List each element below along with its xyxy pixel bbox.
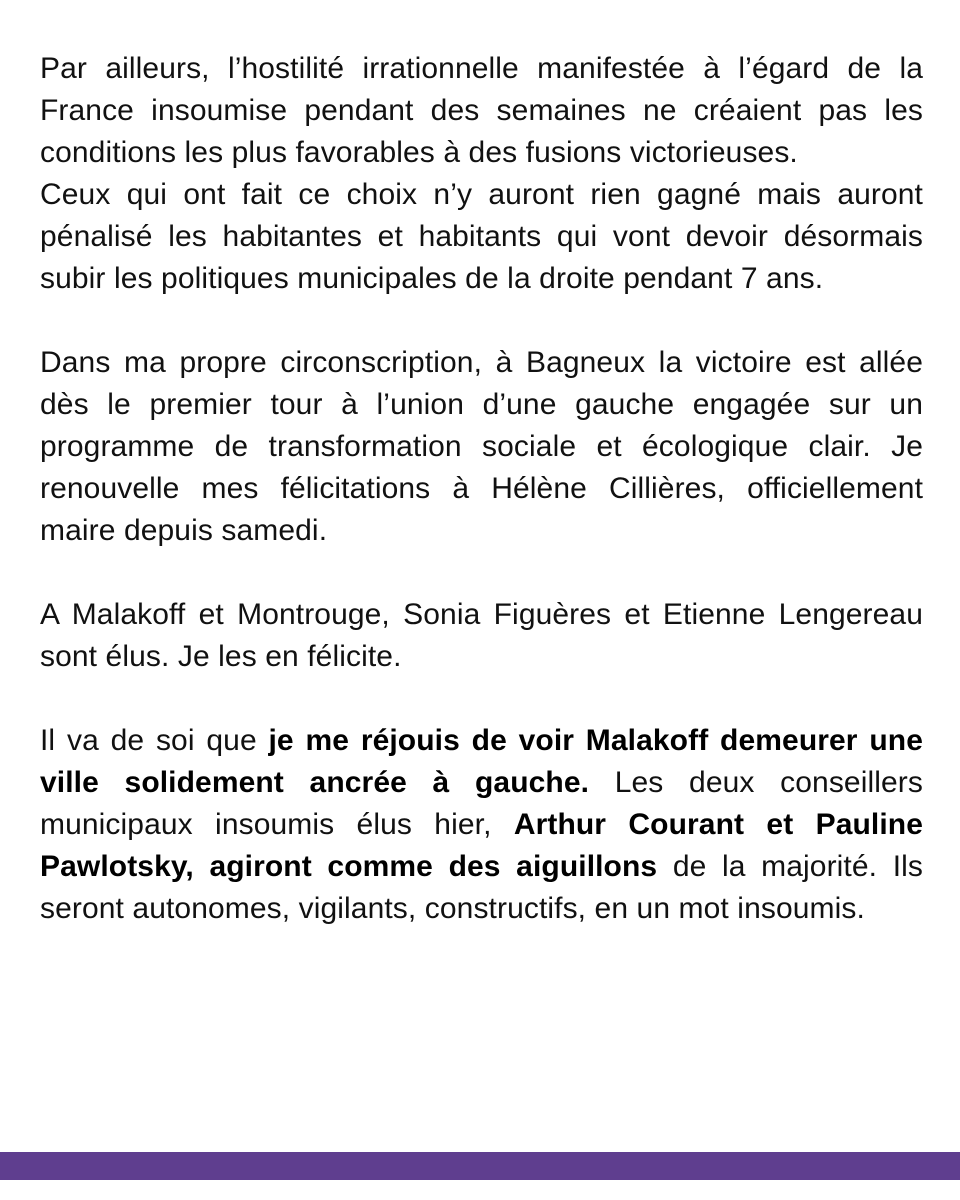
text-run: de la majorité. Ils seront autonomes, vigilants, constructifs, en un mot insoumis. [40, 850, 923, 925]
paragraph-spacer [40, 300, 923, 342]
paragraph-bagneux: Dans ma propre circonscription, à Bagneux la victoire est allée dès le premier tour à l’union d’une gauche engagée sur un programme de transformation sociale et écologique clair. Je renouvelle mes félicitations à Hélène Cillières, officiellement maire depuis samedi. [40, 346, 923, 547]
bold-run-councillors: Arthur Courant et Pauline Pawlotsky, agiront comme des aiguillons [40, 808, 923, 883]
document-body [40, 48, 923, 930]
footer-accent-bar [0, 1152, 960, 1180]
paragraph-spacer [40, 678, 923, 720]
paragraph-choice-consequences: Ceux qui ont fait ce choix n’y auront rien gagné mais auront pénalisé les habitantes et habitants qui vont devoir désormais subir les politiques municipales de la droite pendant 7 ans. [40, 178, 923, 295]
paragraph-malakoff-montrouge: A Malakoff et Montrouge, Sonia Figuères et Etienne Lengereau sont élus. Je les en félicite. [40, 598, 923, 673]
bold-run-malakoff: je me réjouis de voir Malakoff demeurer une ville solidement ancrée à gauche. [40, 724, 923, 799]
text-run: Il va de soi que [40, 724, 269, 757]
text-run: Les deux conseillers municipaux insoumis élus hier, [40, 766, 923, 841]
paragraph-malakoff-left [40, 720, 923, 930]
paragraph-hostility: Par ailleurs, l’hostilité irrationnelle manifestée à l’égard de la France insoumise pendant des semaines ne créaient pas les conditions les plus favorables à des fusions victorieuses. [40, 52, 923, 169]
paragraph-spacer [40, 552, 923, 594]
